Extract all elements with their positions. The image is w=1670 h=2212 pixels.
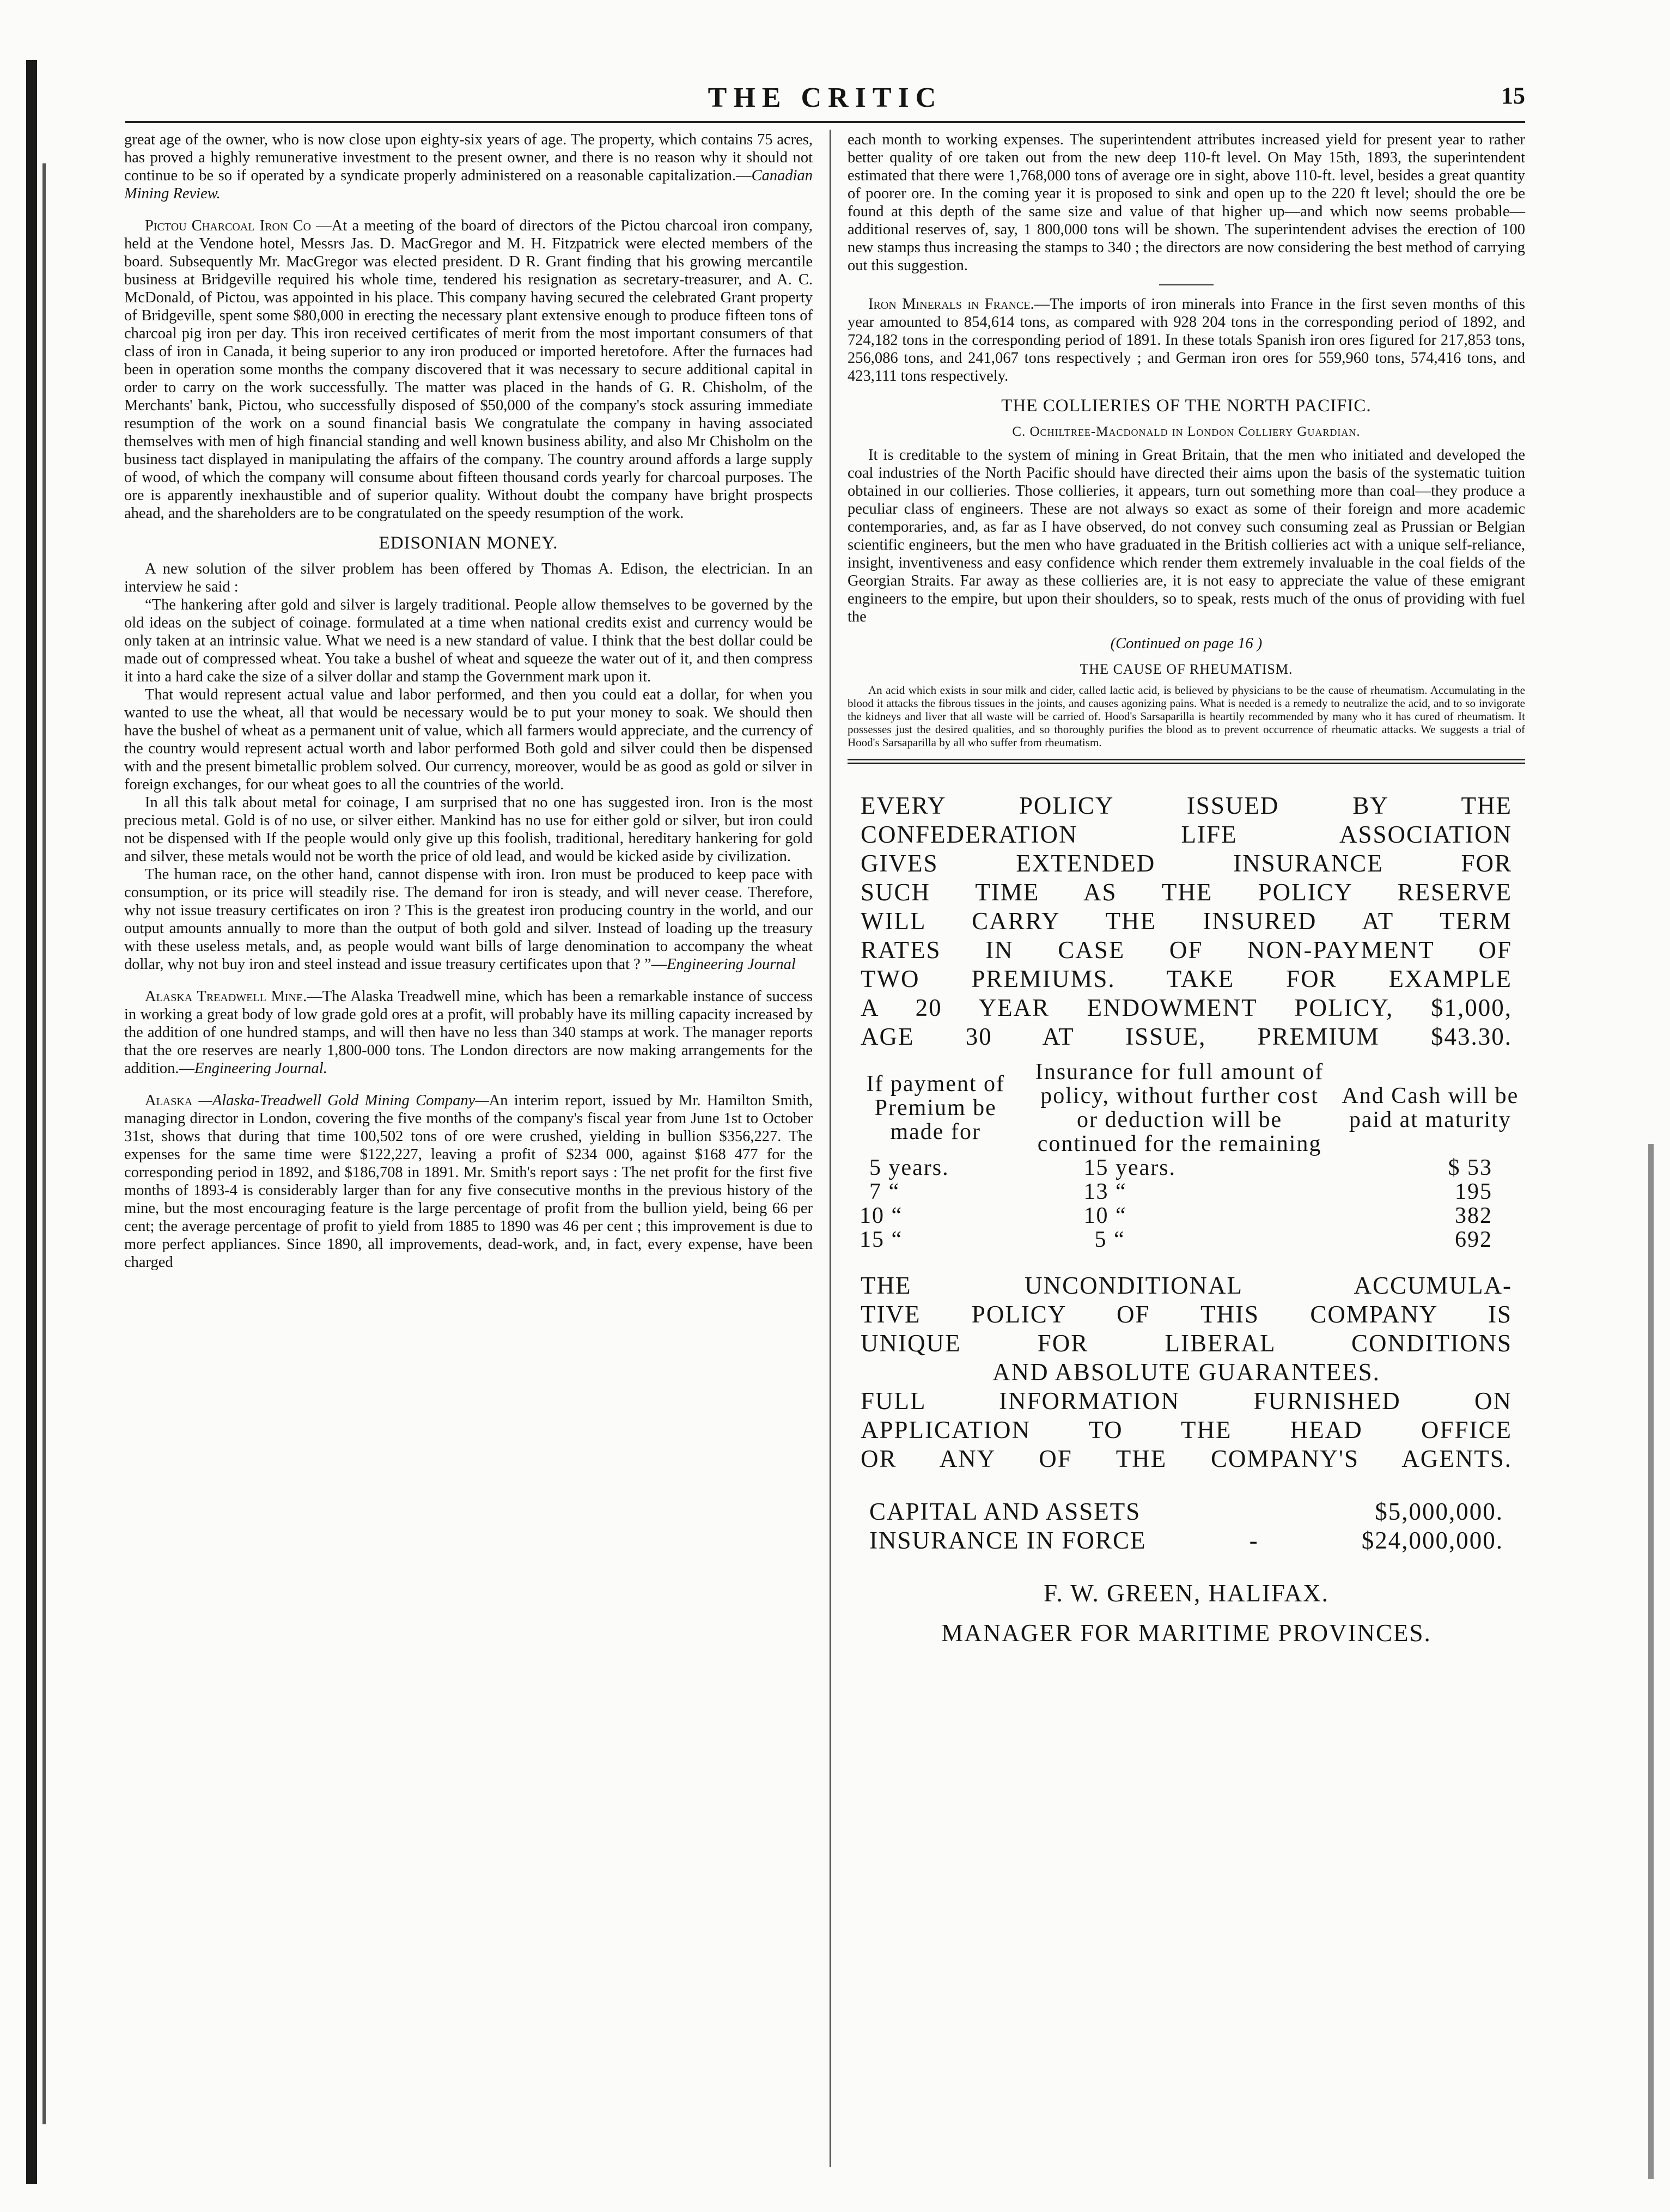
ad-line: RATES IN CASE OF NON-PAYMENT OF [861,936,1512,964]
ad-line: TWO PREMIUMS. TAKE FOR EXAMPLE [861,965,1512,992]
ad-line: APPLICATION TO THE HEAD OFFICE [861,1416,1512,1443]
article-paragraph: That would represent actual value and labor performed, and then you could eat a dollar, for when you wanted to use the wheat, all that would be necessary would be to put your money to soak. We should then have the bushel of wheat as a permanent unit of value, which all farmers would appreciate, and the currency of the country would represent actual worth and labor performed Both gold and silver could then be dispensed with and the present bimetallic problem solved. Our currency, moreover, would be as good as gold or silver in foreign exchanges, for our wheat goes to all the countries of the world. [124,686,813,793]
table-cell: 15 “ [860,1227,903,1252]
article-paragraph: It is creditable to the system of mining in Great Britain, that the men who initiated and developed the coal industries of the North Pacific should have directed their aims upon the basis of the systematic tuition obtained in our collieries. Those collieries, it appears, turn out something more than coal—they produce a peculiar class of engineers. These are not always so exact as some of their foreign and more academic contemporaries, and, as far as I have observed, do not convey such consuming zeal as Prussian or Belgian scientific engineers, but the men who have graduated in the British collieries act with a unique self-reliance, insight, inventiveness and easy confidence which render them extremely invaluable in the coal fields of the Georgian Straits. Far away as these collieries are, it is not easy to appreciate the value of these emigrant engineers to the empire, but upon their shoulders, so to speak, rests much of the onus of providing with fuel the [848,447,1525,625]
ad-intro [848,791,1525,1051]
ad-rule [848,759,1525,760]
article-paragraph: Alaska Treadwell Mine.—The Alaska Treadwell mine, which has been a remarkable instance of success in working a great body of low grade gold ores at a profit, will probably have its milling capacity increased by the addition of one hundred stamps, and will then have no less than 340 stamps at work. The manager reports that the ore reserves are nearly 1,800-000 tons. The London directors are now making arrangements for the addition.—Engineering Journal. [124,988,813,1077]
source-credit: Engineering Journal [667,956,796,973]
ad-line: AGE 30 AT ISSUE, PREMIUM $43.30. [861,1023,1512,1050]
article-paragraph: great age of the owner, who is now close upon eighty-six years of age. The property, which contains 75 acres, has proved a highly remunerative investment to the present owner, and there is no reason why it should not continue to be so if operated by a syndicate properly administered on a reasonable capitalization.—Canadian Mining Review. [124,131,813,202]
insurance-label: INSURANCE IN FORCE [869,1527,1147,1554]
article-lead: Alaska [145,1092,193,1109]
table-header: And Cash will be paid at maturity [1342,1083,1519,1132]
article-paragraph: each month to working expenses. The superintendent attributes increased yield for present year to rather better quality of ore taken out from the new deep 110-ft level. On May 15th, 1893, the superintendent estimated that there were 1,768,000 tons of average ore in sight, above 110-ft. level, besides a great quantity of poorer ore. In the coming year it is proposed to sink and open up to the 220 ft level; should the ore be found at this depth of the same size and value of that higher up—and which now seems probable—additional reserves of, say, 1 800,000 tons will be shown. The superintendent advises the erection of 100 new stamps thus increasing the stamps to 340 ; the directors are now considering the best method of carrying out this suggestion. [848,131,1525,274]
ad-line: OR ANY OF THE COMPANY'S AGENTS. [861,1445,1512,1472]
column-divider [830,130,831,2167]
ad-line: GIVES EXTENDED INSURANCE FOR [861,850,1512,877]
article-lead: Alaska Treadwell Mine [145,988,303,1005]
article-paragraph: A new solution of the silver problem has been offered by Thomas A. Edison, the electrician. In an interview he said : [124,560,813,595]
agent-name: F. W. GREEN, HALIFAX. [1044,1580,1329,1607]
agent-title: MANAGER FOR MARITIME PROVINCES. [941,1619,1431,1647]
article-paragraph: Alaska —Alaska-Treadwell Gold Mining Company—An interim report, issued by Mr. Hamilton Smith, managing director in London, covering the five months of the company's fiscal year from June 1st to October 31st, shows that during that time 100,502 tons of ore were crushed, yielding in bullion $356,227. The expenses for the same time were $122,227, leaving a profit of $234 000, against $168 477 for the corresponding period in 1892, and $186,708 in 1891. Mr. Smith's report says : The net profit for the first five months of 1893-4 is considerably larger than for any five consecutive months in the previous history of the mine, but the most encouraging feature is the large percentage of profit from the bullion yield, being 66 per cent; the average percentage of profit to yield from 1885 to 1890 was 46 per cent ; this improvement is due to more perfect appliances. Since 1890, all improvements, dead-work, and, in fact, every expense, have been charged [124,1092,813,1271]
table-cell: $ 53 [1448,1155,1492,1180]
article-headline: THE CAUSE OF RHEUMATISM. [1080,661,1293,677]
table-row [848,1228,1525,1252]
table-cell: 15 years. [1083,1155,1177,1180]
article-lead: Iron Minerals in France [868,296,1031,313]
table-cell: 10 “ [860,1203,903,1228]
table-cell: 692 [1455,1227,1492,1252]
capital-label: CAPITAL AND ASSETS [869,1498,1141,1525]
table-header-row [848,1060,1525,1156]
ad-line: CONFEDERATION LIFE ASSOCIATION [861,821,1512,848]
insurance-advertisement [848,791,1525,1648]
page-header [125,82,1525,114]
table-cell: 195 [1455,1179,1492,1204]
source-credit: Canadian Mining Review. [124,167,813,202]
ad-line: THE UNCONDITIONAL ACCUMULA- [861,1272,1512,1299]
masthead-title: THE CRITIC [708,82,943,113]
ad-line: UNIQUE FOR LIBERAL CONDITIONS [861,1330,1512,1357]
table-cell: 7 “ [869,1179,900,1204]
ad-line: A 20 YEAR ENDOWMENT POLICY, $1,000, [861,994,1512,1021]
article-paragraph: “The hankering after gold and silver is largely traditional. People allow themselves to be governed by the old ideas on the subject of coinage. formulated at a time when national credits exist and currency would be only taken at an intrinsic value. What we need is a new standard of value. I think that the best dollar could be made out of compressed wheat. You take a bushel of wheat and squeeze the water out of it, and then compress it into a hard cake the size of a silver dollar and stamp the Government mark upon it. [124,596,813,685]
table-cell: 13 “ [1083,1179,1127,1204]
ad-line: AND ABSOLUTE GUARANTEES. [992,1358,1380,1386]
table-cell: 5 “ [1094,1227,1125,1252]
source-credit: Engineering Journal. [194,1060,327,1077]
binding-shadow [42,163,46,2124]
article-paragraph: Iron Minerals in France.—The imports of iron minerals into France in the first seven months of this year amounted to 854,614 tons, as compared with 928 204 tons in the corresponding period of 1892, and 724,182 tons in the corresponding period of 1891. In these totals Spanish iron ores figured for 217,853 tons, 256,086 tons, and 241,067 tons respectively ; and German iron ores for 559,960 tons, 574,416 tons, and 423,111 tons respectively. [848,296,1525,385]
capital-line [848,1497,1525,1526]
page-edge-shadow [1648,1144,1654,2179]
ad-line: SUCH TIME AS THE POLICY RESERVE [861,879,1512,906]
article-byline: C. Ochiltree-Macdonald in London Colliery Guardian. [1012,424,1361,439]
ad-line: TIVE POLICY OF THIS COMPANY IS [861,1301,1512,1328]
article-paragraph: An acid which exists in sour milk and cider, called lactic acid, is believed by physicians to be the cause of rheumatism. Accumulating in the blood it attacks the fibrous tissues in the joints, and causes agonizing pains. What is needed is a remedy to neutralize the acid, and to so invigorate the kidneys and liver that all waste will be carried of. Hood's Sarsaparilla is heartily recommended by many who it has cured of rheumatism. It possesses just the desired qualities, and so thoroughly purifies the blood as to prevent occurrence of rheumatic attacks. We suggests a trial of Hood's Sarsaparilla by all who suffer from rheumatism. [848,684,1525,749]
insurance-value: $24,000,000. [1361,1527,1503,1554]
table-cell: 10 “ [1083,1203,1127,1228]
table-cell: 382 [1455,1203,1492,1228]
ad-outro [848,1271,1525,1473]
ad-line: WILL CARRY THE INSURED AT TERM [861,907,1512,935]
table-header: If payment of Premium be made for [866,1071,1005,1144]
ad-line: EVERY POLICY ISSUED BY THE [861,792,1512,819]
article-paragraph: The human race, on the other hand, cannot dispense with iron. Iron must be produced to keep pace with consumption, or its price will steadily rise. The demand for iron is steady, and will never cease. Therefore, why not issue treasury certificates on iron ? This is the greatest iron producing country in the world, and our output amounts annually to more than the output of both gold and silver. Instead of loading up the treasury with these useless metals, and, as people would want bills of large denomination to accompany the wheat dollar, why not buy iron and steel instead and issue treasury certificates upon that ? ”—Engineering Journal [124,866,813,973]
insurance-table [848,1060,1525,1252]
ad-line: FULL INFORMATION FURNISHED ON [861,1387,1512,1415]
table-row [848,1156,1525,1180]
header-rule [125,121,1525,123]
capital-value: $5,000,000. [1375,1498,1503,1525]
article-paragraph: Pictou Charcoal Iron Co —At a meeting of the board of directors of the Pictou charcoal iron company, held at the Vendone hotel, Messrs Jas. D. MacGregor and M. H. Fitzpatrick were elected members of the board. Subsequently Mr. MacGregor was elected president. D R. Grant finding that his growing mercantile business at Bridgeville required his whole time, tendered his resignation as secretary-treasurer, and A. C. McDonald, of Pictou, was appointed in his place. This company having secured the celebrated Grant property of Bridgeville, spent some $80,000 in erecting the necessary plant extensive enough to produce fifteen tons of charcoal pig iron per day. This iron received certificates of merit from the most important consumers of that class of iron in Canada, it being superior to any iron produced or imported heretofore. After the furnaces had been in operation some months the company discovered that it was necessary to secure additional capital in order to carry on the work successfully. The matter was placed in the hands of G. R. Chisholm, of the Merchants' bank, Pictou, who successfully disposed of $50,000 of the company's stock assuring immediate resumption of the work on a sound financial basis We congratulate the company in having associated themselves with men of high financial standing and well known business ability, and also Mr Chisholm on the business tact displayed in manipulating the affairs of the company. The country around affords a large supply of wood, of which the company will consume about fifteen thousand cords yearly for charcoal purposes. The ore is apparently inexhaustible and of superior quality. Without doubt the company have bright prospects ahead, and the shareholders are to be congratulated on the speedy resumption of the work. [124,217,813,522]
page-number: 15 [1501,82,1525,109]
article-headline: THE COLLIERIES OF THE NORTH PACIFIC. [1001,396,1372,416]
insurance-line [848,1526,1525,1555]
table-header: Insurance for full amount of policy, without further cost or deduction will be continued for the remaining [1035,1059,1324,1156]
table-row [848,1204,1525,1228]
table-cell: 5 years. [869,1155,949,1180]
section-rule [1159,284,1214,285]
continued-notice: (Continued on page 16 ) [1110,635,1263,652]
column-right [848,131,1525,1648]
binding-edge [26,60,37,2184]
table-row [848,1180,1525,1204]
article-headline: EDISONIAN MONEY. [379,533,558,553]
article-paragraph: In all this talk about metal for coinage, I am surprised that no one has suggested iron. Iron is the most precious metal. Gold is of no use, or silver either. Mankind has no use for either gold or silver, but iron could not be dispensed with If the people would only give up this foolish, traditional, hereditary hankering for gold and silver, these metals would not be worth the price of old lead, and would be kicked aside by civilization. [124,794,813,865]
ad-rule [848,763,1525,764]
column-left [124,131,813,1271]
insurance-dash: - [1249,1527,1259,1554]
article-lead: Pictou Charcoal Iron Co [145,217,312,234]
